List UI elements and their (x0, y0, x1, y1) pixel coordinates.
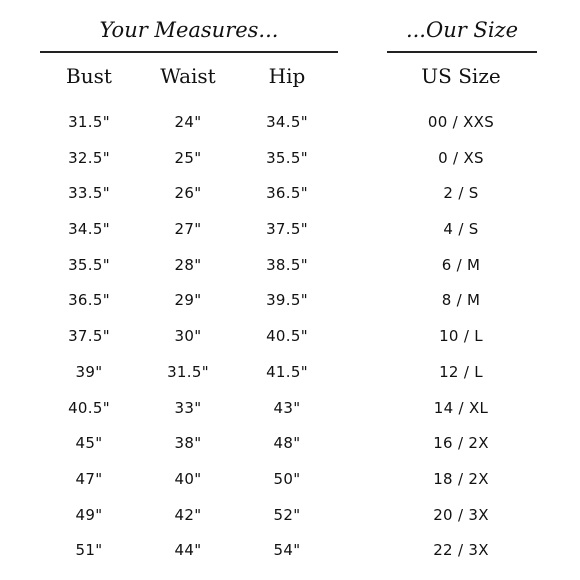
hip-cell: 35.5" (266, 148, 308, 167)
us-size-column-header: US Size (421, 64, 501, 88)
table-row (0, 141, 580, 177)
us-size-cell: 14 / XL (433, 398, 489, 417)
table-row (0, 212, 580, 248)
hip-cell: 37.5" (266, 220, 308, 239)
table-row (0, 105, 580, 141)
waist-cell: 27" (174, 220, 202, 239)
us-size-cell: 8 / M (441, 291, 481, 310)
us-size-cell: 22 / 3X (433, 541, 489, 560)
bust-cell: 47" (75, 469, 103, 488)
size-divider (387, 51, 537, 53)
us-size-cell: 20 / 3X (433, 505, 489, 524)
waist-cell: 33" (174, 398, 202, 417)
waist-cell: 24" (174, 113, 202, 131)
your-measures-title: Your Measures... (99, 18, 279, 42)
table-row (0, 426, 580, 462)
table-row (0, 176, 580, 212)
bust-cell: 35.5" (68, 255, 110, 274)
table-row (0, 498, 580, 534)
bust-cell: 33.5" (68, 184, 110, 203)
us-size-cell: 00 / XXS (427, 113, 495, 131)
size-chart-rows (0, 105, 580, 569)
table-row (0, 355, 580, 391)
bust-cell: 45" (75, 434, 103, 453)
hip-cell: 50" (273, 469, 301, 488)
bust-cell: 32.5" (68, 148, 110, 167)
bust-cell: 34.5" (68, 220, 110, 239)
hip-cell: 34.5" (266, 113, 308, 131)
waist-cell: 29" (174, 291, 202, 310)
waist-cell: 38" (174, 434, 202, 453)
hip-column-header: Hip (268, 64, 306, 88)
table-row (0, 248, 580, 284)
our-size-title: ...Our Size (405, 18, 519, 42)
table-row (0, 462, 580, 498)
waist-cell: 44" (174, 541, 202, 560)
table-row (0, 319, 580, 355)
hip-cell: 41.5" (266, 362, 308, 381)
waist-cell: 28" (174, 255, 202, 274)
waist-cell: 40" (174, 469, 202, 488)
table-row (0, 533, 580, 569)
waist-cell: 42" (174, 505, 202, 524)
hip-cell: 43" (273, 398, 301, 417)
us-size-cell: 6 / M (441, 255, 481, 274)
hip-cell: 52" (273, 505, 301, 524)
waist-cell: 30" (174, 327, 202, 346)
waist-cell: 31.5" (167, 362, 209, 381)
bust-cell: 36.5" (68, 291, 110, 310)
bust-cell: 31.5" (68, 113, 110, 131)
measures-divider (40, 51, 338, 53)
hip-cell: 39.5" (266, 291, 308, 310)
us-size-cell: 16 / 2X (433, 434, 489, 453)
bust-column-header: Bust (66, 64, 112, 88)
us-size-cell: 12 / L (439, 362, 483, 381)
us-size-cell: 2 / S (443, 184, 479, 203)
bust-cell: 37.5" (68, 327, 110, 346)
us-size-cell: 4 / S (443, 220, 479, 239)
us-size-cell: 0 / XS (438, 148, 484, 167)
bust-cell: 51" (75, 541, 103, 560)
waist-cell: 26" (174, 184, 202, 203)
hip-cell: 38.5" (266, 255, 308, 274)
us-size-cell: 10 / L (439, 327, 483, 346)
hip-cell: 48" (273, 434, 301, 453)
table-row (0, 283, 580, 319)
hip-cell: 36.5" (266, 184, 308, 203)
bust-cell: 40.5" (68, 398, 110, 417)
hip-cell: 54" (273, 541, 301, 560)
bust-cell: 39" (75, 362, 103, 381)
waist-cell: 25" (174, 148, 202, 167)
table-row (0, 391, 580, 427)
bust-cell: 49" (75, 505, 103, 524)
hip-cell: 40.5" (266, 327, 308, 346)
us-size-cell: 18 / 2X (433, 469, 489, 488)
waist-column-header: Waist (160, 64, 216, 88)
